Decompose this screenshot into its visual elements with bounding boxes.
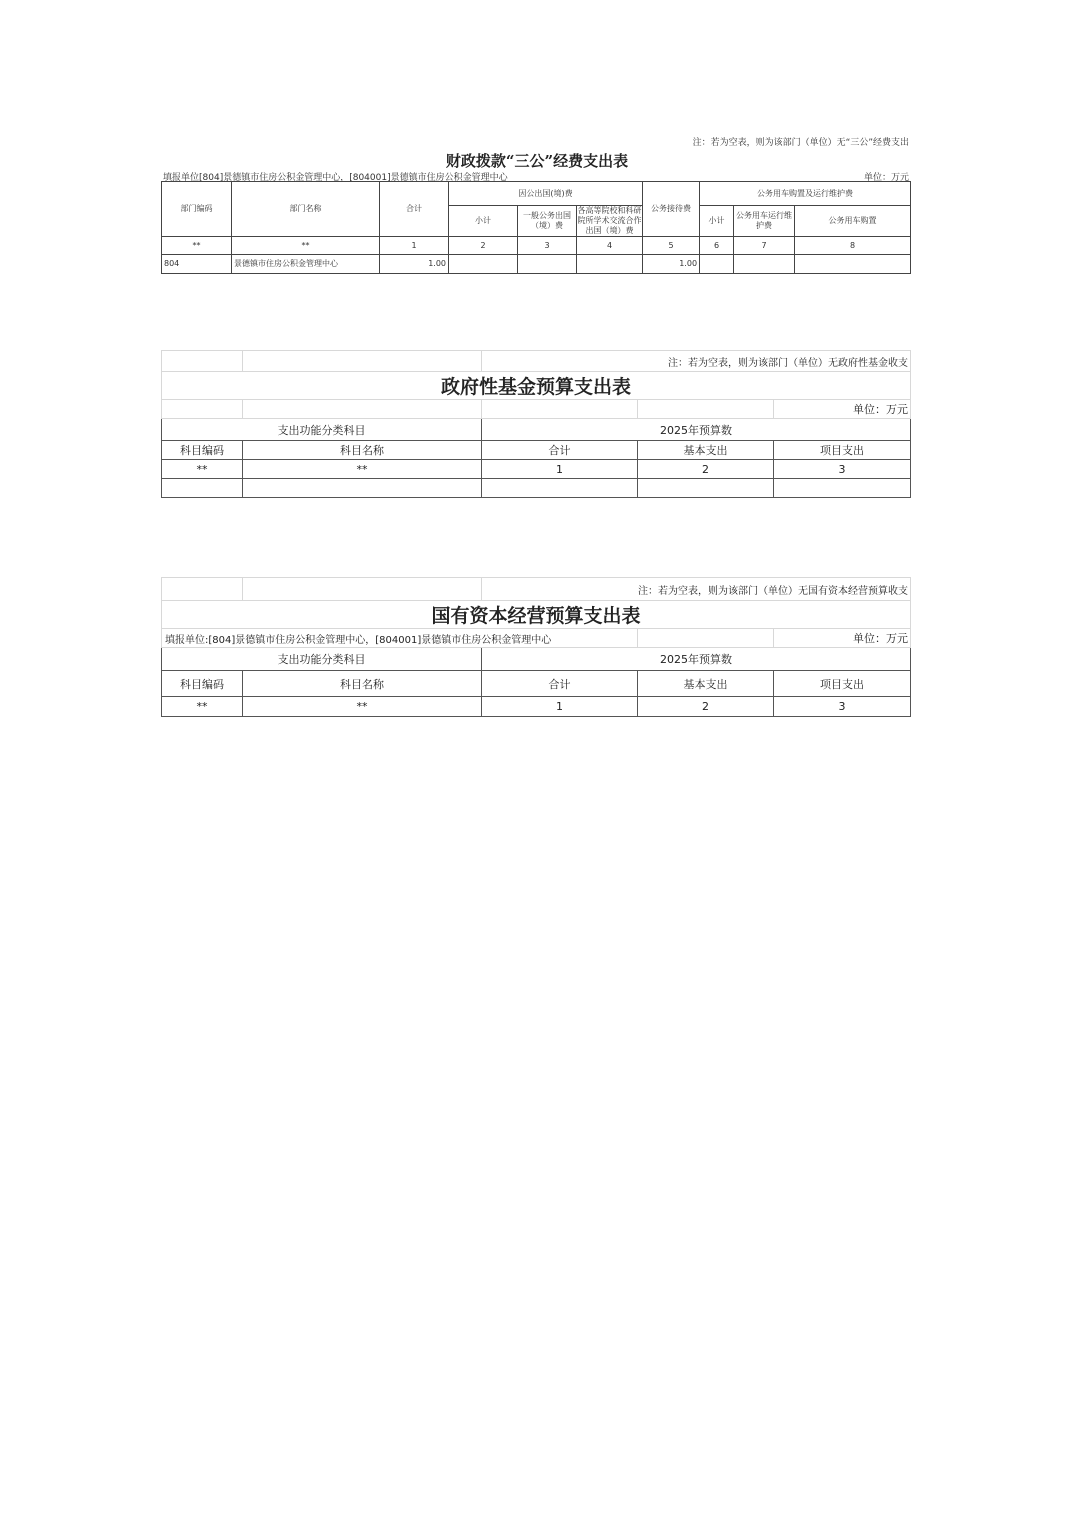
table-cell [162, 479, 243, 498]
table-cell: 7 [734, 237, 795, 255]
table-cell: 6 [700, 237, 734, 255]
table3-state-capital [161, 577, 911, 717]
table-cell: 3 [774, 697, 911, 717]
table-cell: 3 [774, 460, 911, 479]
table2-col-basic: 基本支出 [638, 441, 774, 460]
header-abroad-subtotal: 小计 [449, 206, 518, 237]
table3-header-budget: 2025年预算数 [482, 648, 911, 671]
table-cell: 2 [638, 697, 774, 717]
table-cell: 1.00 [643, 255, 700, 274]
table-cell [795, 255, 911, 274]
table-cell [638, 479, 774, 498]
table-cell: 1 [380, 237, 449, 255]
table3-col-basic: 基本支出 [638, 671, 774, 697]
header-abroad-university: 各高等院校和科研院所学术交流合作出国（境）费 [577, 206, 642, 235]
table-cell [243, 479, 482, 498]
table-cell: ** [162, 460, 243, 479]
header-car-purchase: 公务用车购置 [795, 206, 911, 237]
table2-col-code: 科目编码 [162, 441, 243, 460]
table-cell: ** [243, 697, 482, 717]
header-abroad-group: 因公出国(境)费 [449, 182, 643, 206]
table1-unit-label: 填报单位[804]景德镇市住房公积金管理中心，[804001]景德镇市住房公积金管理中心 [163, 173, 508, 183]
header-total: 合计 [380, 182, 449, 237]
table3-col-name: 科目名称 [243, 671, 482, 697]
table-cell: ** [162, 237, 232, 255]
table-cell [449, 255, 518, 274]
table2-col-project: 项目支出 [774, 441, 911, 460]
table-cell: ** [232, 237, 380, 255]
table-cell: 804 [162, 255, 232, 274]
table2-header-budget: 2025年预算数 [482, 419, 911, 441]
table2-header-group: 支出功能分类科目 [162, 419, 482, 441]
header-abroad-general: 一般公务出国（境）费 [518, 206, 577, 237]
table3-note: 注：若为空表，则为该部门（单位）无国有资本经营预算收支 [482, 578, 911, 601]
header-car-operation: 公务用车运行维护费 [734, 206, 795, 237]
table-cell: 2 [449, 237, 518, 255]
table3-header-group: 支出功能分类科目 [162, 648, 482, 671]
table3-unit-label: 填报单位:[804]景德镇市住房公积金管理中心，[804001]景德镇市住房公积金管理中心 [162, 629, 638, 648]
table2-title: 政府性基金预算支出表 [162, 372, 911, 400]
table2-note: 注：若为空表，则为该部门（单位）无政府性基金收支 [482, 351, 911, 372]
table1-three-public-expenses [161, 181, 911, 274]
header-car-subtotal: 小计 [700, 206, 734, 237]
table-cell: 8 [795, 237, 911, 255]
table1-title: 财政拨款“三公”经费支出表 [445, 152, 629, 170]
header-car-group: 公务用车购置及运行维护费 [700, 182, 911, 206]
table-row [162, 255, 911, 274]
table-row [162, 237, 911, 255]
table-cell: 4 [577, 237, 643, 255]
table-cell: 景德镇市住房公积金管理中心 [232, 255, 380, 274]
table-cell: 3 [518, 237, 577, 255]
table-cell [734, 255, 795, 274]
header-dept-name: 部门名称 [232, 182, 380, 237]
table-cell [482, 479, 638, 498]
table-cell: 1.00 [380, 255, 449, 274]
table-cell: 2 [638, 460, 774, 479]
table-row [162, 460, 911, 479]
table2-government-fund [161, 350, 911, 498]
table2-col-total: 合计 [482, 441, 638, 460]
table-cell [774, 479, 911, 498]
table3-title: 国有资本经营预算支出表 [162, 601, 911, 629]
table-row [162, 697, 911, 717]
table-cell [700, 255, 734, 274]
table3-col-project: 项目支出 [774, 671, 911, 697]
table1-unit: 单位：万元 [863, 173, 909, 183]
header-dept-code: 部门编码 [162, 182, 232, 237]
table-cell [577, 255, 643, 274]
table-row [162, 479, 911, 498]
table3-col-total: 合计 [482, 671, 638, 697]
table-cell: 5 [643, 237, 700, 255]
table2-unit: 单位：万元 [774, 400, 911, 419]
table-cell: 1 [482, 697, 638, 717]
table-cell: ** [243, 460, 482, 479]
table-cell [518, 255, 577, 274]
table-cell: ** [162, 697, 243, 717]
header-reception: 公务接待费 [643, 182, 700, 237]
table3-col-code: 科目编码 [162, 671, 243, 697]
table1-note: 注：若为空表，则为该部门（单位）无“三公”经费支出 [692, 138, 909, 148]
table-cell: 1 [482, 460, 638, 479]
table2-col-name: 科目名称 [243, 441, 482, 460]
table3-unit: 单位：万元 [774, 629, 911, 648]
